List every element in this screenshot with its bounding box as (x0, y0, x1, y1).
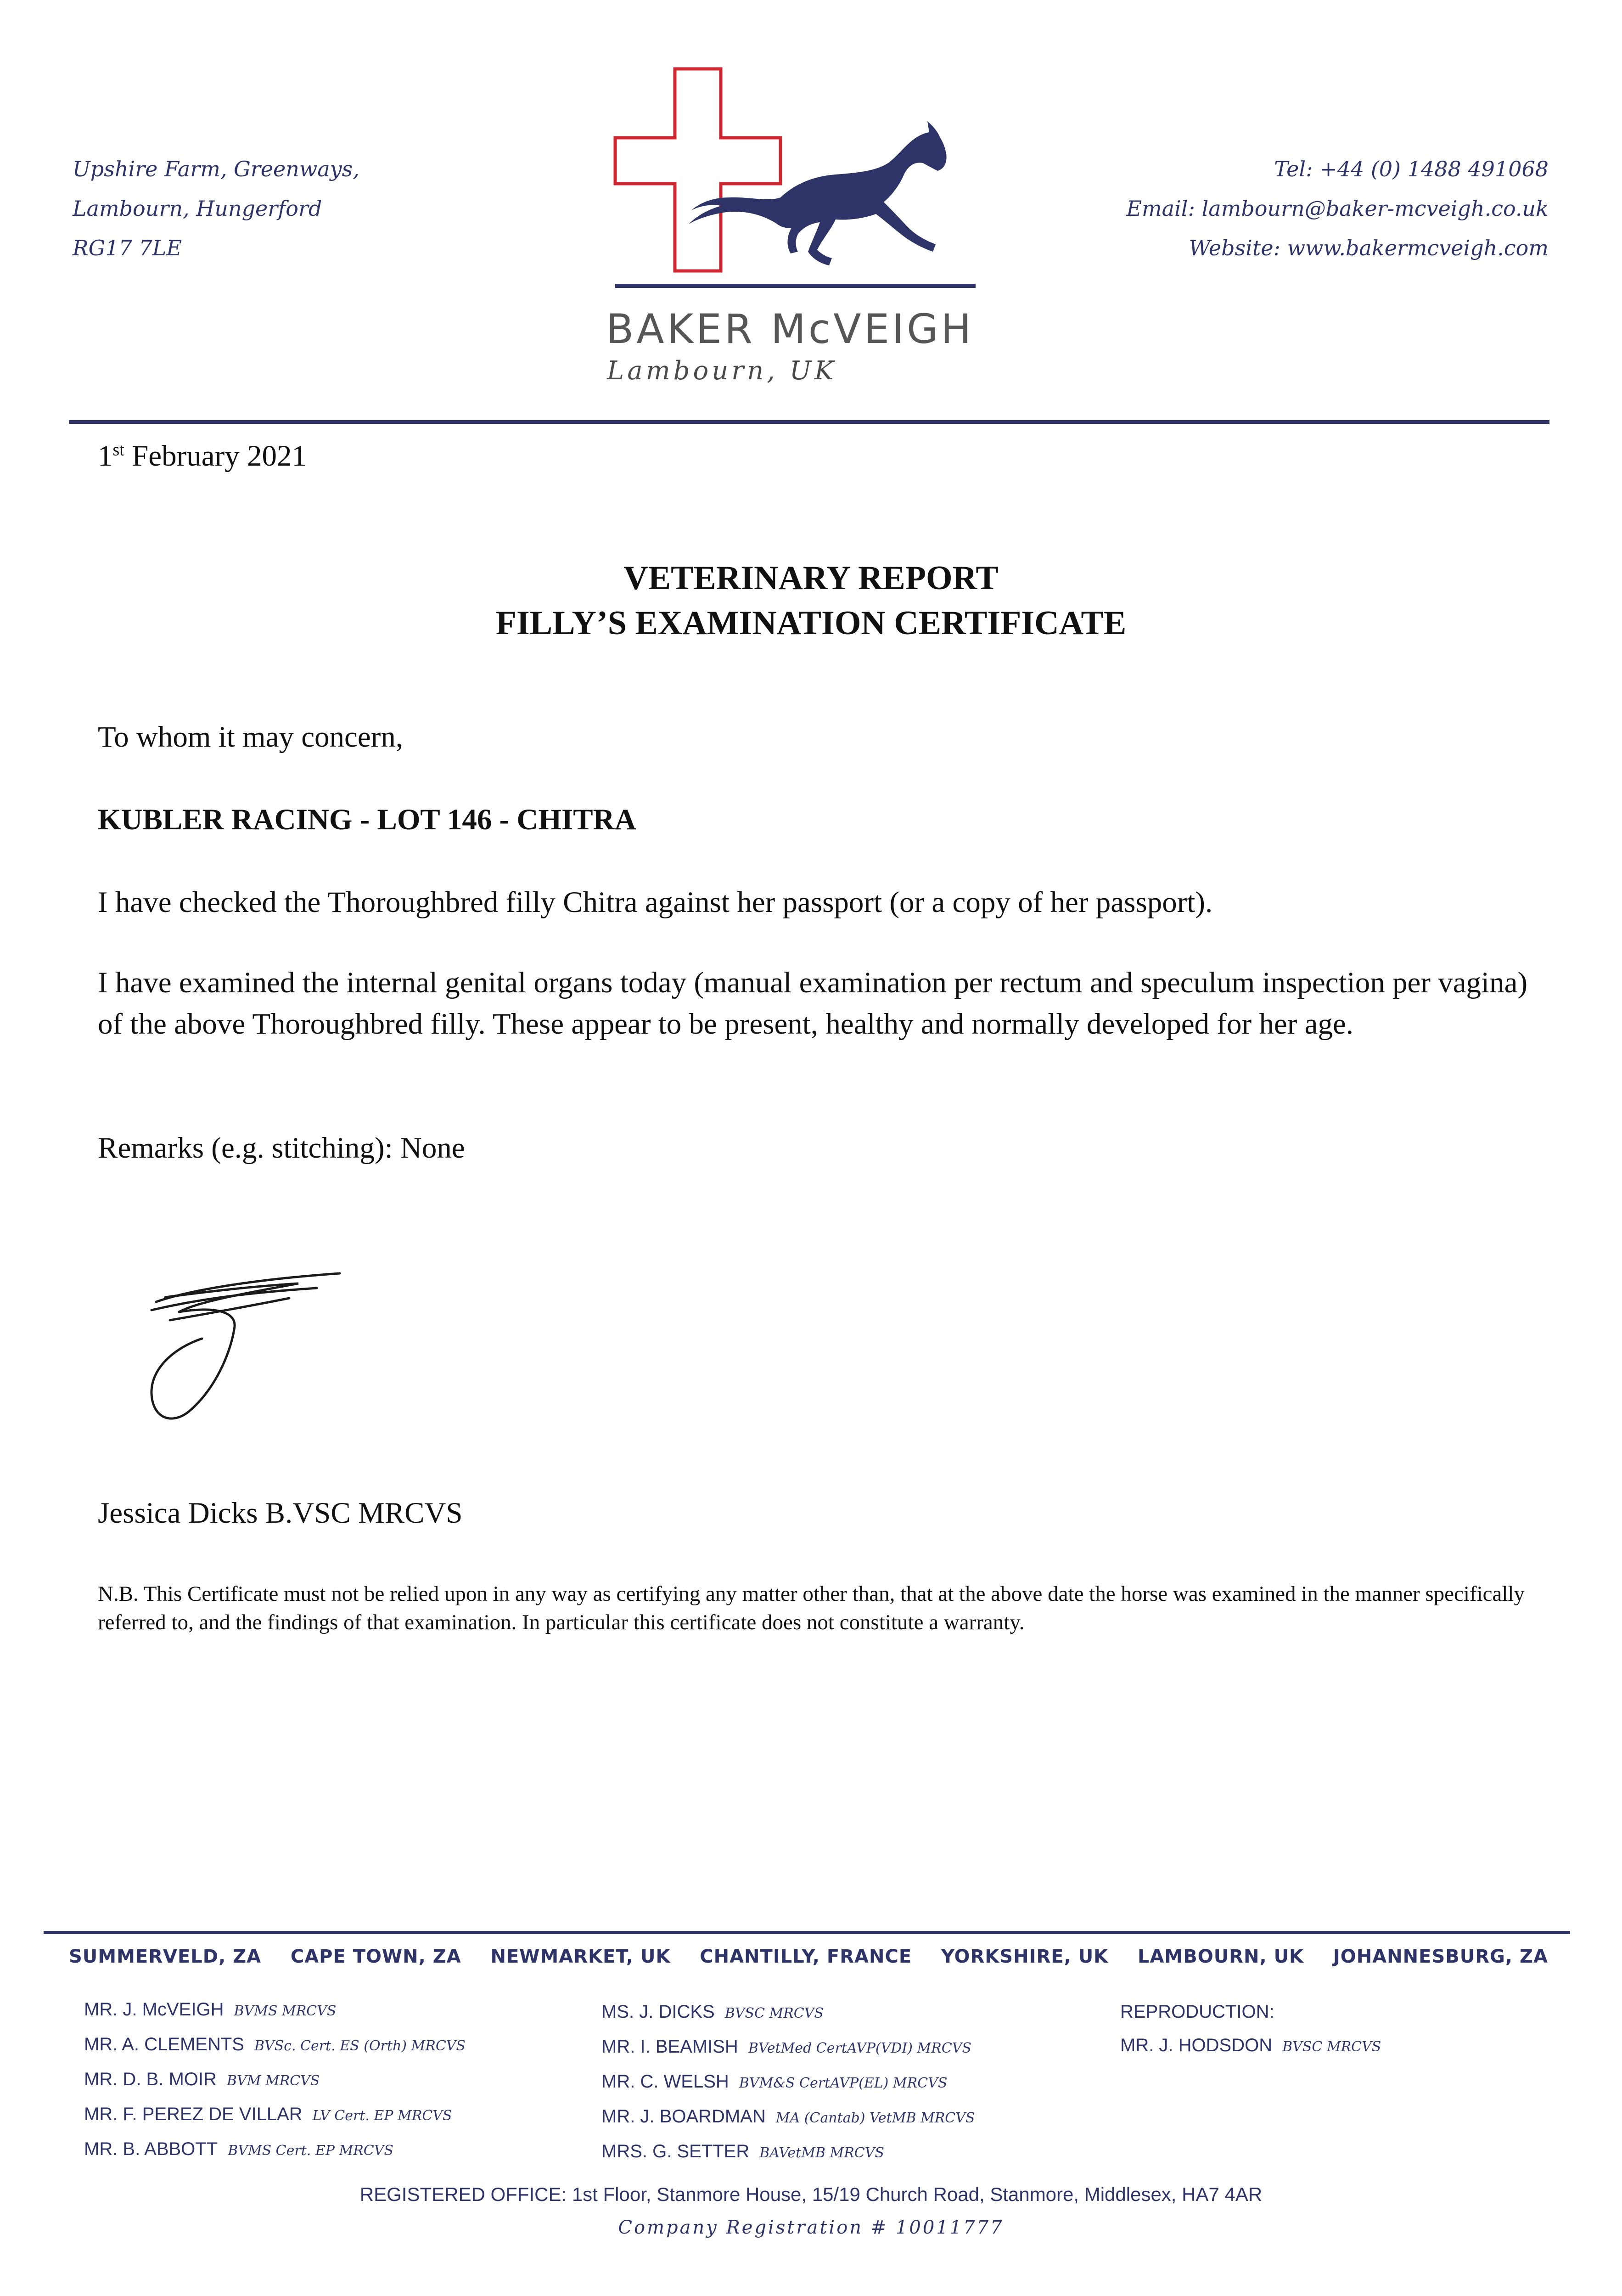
red-cross-icon (615, 69, 780, 271)
office-location: CAPE TOWN, ZA (290, 1946, 461, 1967)
office-location: YORKSHIRE, UK (941, 1946, 1109, 1967)
remarks: Remarks (e.g. stitching): None (98, 1131, 465, 1165)
staff-member: MS. J. DICKS BVSC MRCVS (601, 2002, 824, 2022)
address-line: RG17 7LE (73, 236, 182, 260)
salutation: To whom it may concern, (98, 720, 404, 754)
staff-member: MR. A. CLEMENTS BVSc. Cert. ES (Orth) MRCVS (84, 2034, 466, 2054)
staff-member: MR. I. BEAMISH BVetMed CertAVP(VDI) MRCVS (601, 2037, 971, 2057)
office-location: NEWMARKET, UK (490, 1946, 671, 1967)
website: Website: www.bakermcveigh.com (1189, 236, 1549, 260)
office-location: CHANTILLY, FRANCE (700, 1946, 912, 1967)
staff-list-column-2 (601, 1995, 975, 2170)
report-title-line: VETERINARY REPORT (623, 559, 999, 597)
disclaimer-note: N.B. This Certificate must not be relied upon in any way as certifying any matter other than, that at the above date the horse was examined in the manner specifically referred to, and the findings of that examination. In particular this certificate does not constitute a warranty. (98, 1582, 1525, 1634)
phone-number: Tel: +44 (0) 1488 491068 (1274, 157, 1549, 181)
subject-line: KUBLER RACING - LOT 146 - CHITRA (98, 803, 636, 836)
staff-member: MR. D. B. MOIR BVM MRCVS (84, 2069, 320, 2089)
staff-member: MR. B. ABBOTT BVMS Cert. EP MRCVS (84, 2139, 393, 2159)
examination-paragraph: I have examined the internal genital organs today (manual examination per rectum and speculum inspection per vagina) of the above Thoroughbred filly. These appear to be present, healthy and normally developed for her age. (98, 966, 1528, 1041)
staff-list-column-1 (84, 1993, 466, 2167)
reproduction-heading: REPRODUCTION: (1120, 2002, 1274, 2022)
brand-location: Lambourn, UK (607, 356, 837, 386)
office-location: LAMBOURN, UK (1137, 1946, 1304, 1967)
header-divider (69, 420, 1549, 424)
logo-rule (615, 284, 976, 288)
office-location: SUMMERVELD, ZA (69, 1946, 262, 1967)
staff-member: MR. J. HODSDON BVSC MRCVS (1120, 2035, 1381, 2055)
practice-contact (1126, 149, 1549, 268)
office-locations (69, 1946, 1548, 1967)
handwritten-signature (124, 1270, 363, 1435)
report-title (0, 556, 1622, 646)
company-registration: Company Registration # 10011777 (618, 2217, 1004, 2238)
horse-icon (689, 121, 947, 265)
practice-address (73, 149, 359, 268)
footer-divider (44, 1931, 1570, 1934)
staff-member: MR. J. McVEIGH BVMS MRCVS (84, 1999, 337, 2020)
brand-name: BAKER McVEIGH (606, 305, 974, 353)
staff-list-column-3 (1120, 1995, 1381, 2064)
passport-paragraph: I have checked the Thoroughbred filly Chitra against her passport (or a copy of her passport). (98, 886, 1213, 919)
staff-member: MR. J. BOARDMAN MA (Cantab) VetMB MRCVS (601, 2106, 975, 2127)
staff-member: MR. C. WELSH BVM&S CertAVP(EL) MRCVS (601, 2071, 948, 2092)
staff-member: MRS. G. SETTER BAVetMB MRCVS (601, 2141, 884, 2161)
signer-name: Jessica Dicks B.VSC MRCVS (98, 1497, 463, 1530)
address-line: Upshire Farm, Greenways, (73, 157, 359, 181)
address-line: Lambourn, Hungerford (73, 196, 322, 221)
email-address: Email: lambourn@baker-mcveigh.co.uk (1126, 196, 1549, 221)
registered-office: REGISTERED OFFICE: 1st Floor, Stanmore House, 15/19 Church Road, Stanmore, Middlesex, HA7 4AR (359, 2183, 1263, 2205)
letter-date: 1st February 2021 (98, 439, 307, 473)
report-subtitle-line: FILLY’S EXAMINATION CERTIFICATE (495, 604, 1127, 642)
office-location: JOHANNESBURG, ZA (1333, 1946, 1548, 1967)
staff-member: MR. F. PEREZ DE VILLAR LV Cert. EP MRCVS (84, 2104, 452, 2124)
